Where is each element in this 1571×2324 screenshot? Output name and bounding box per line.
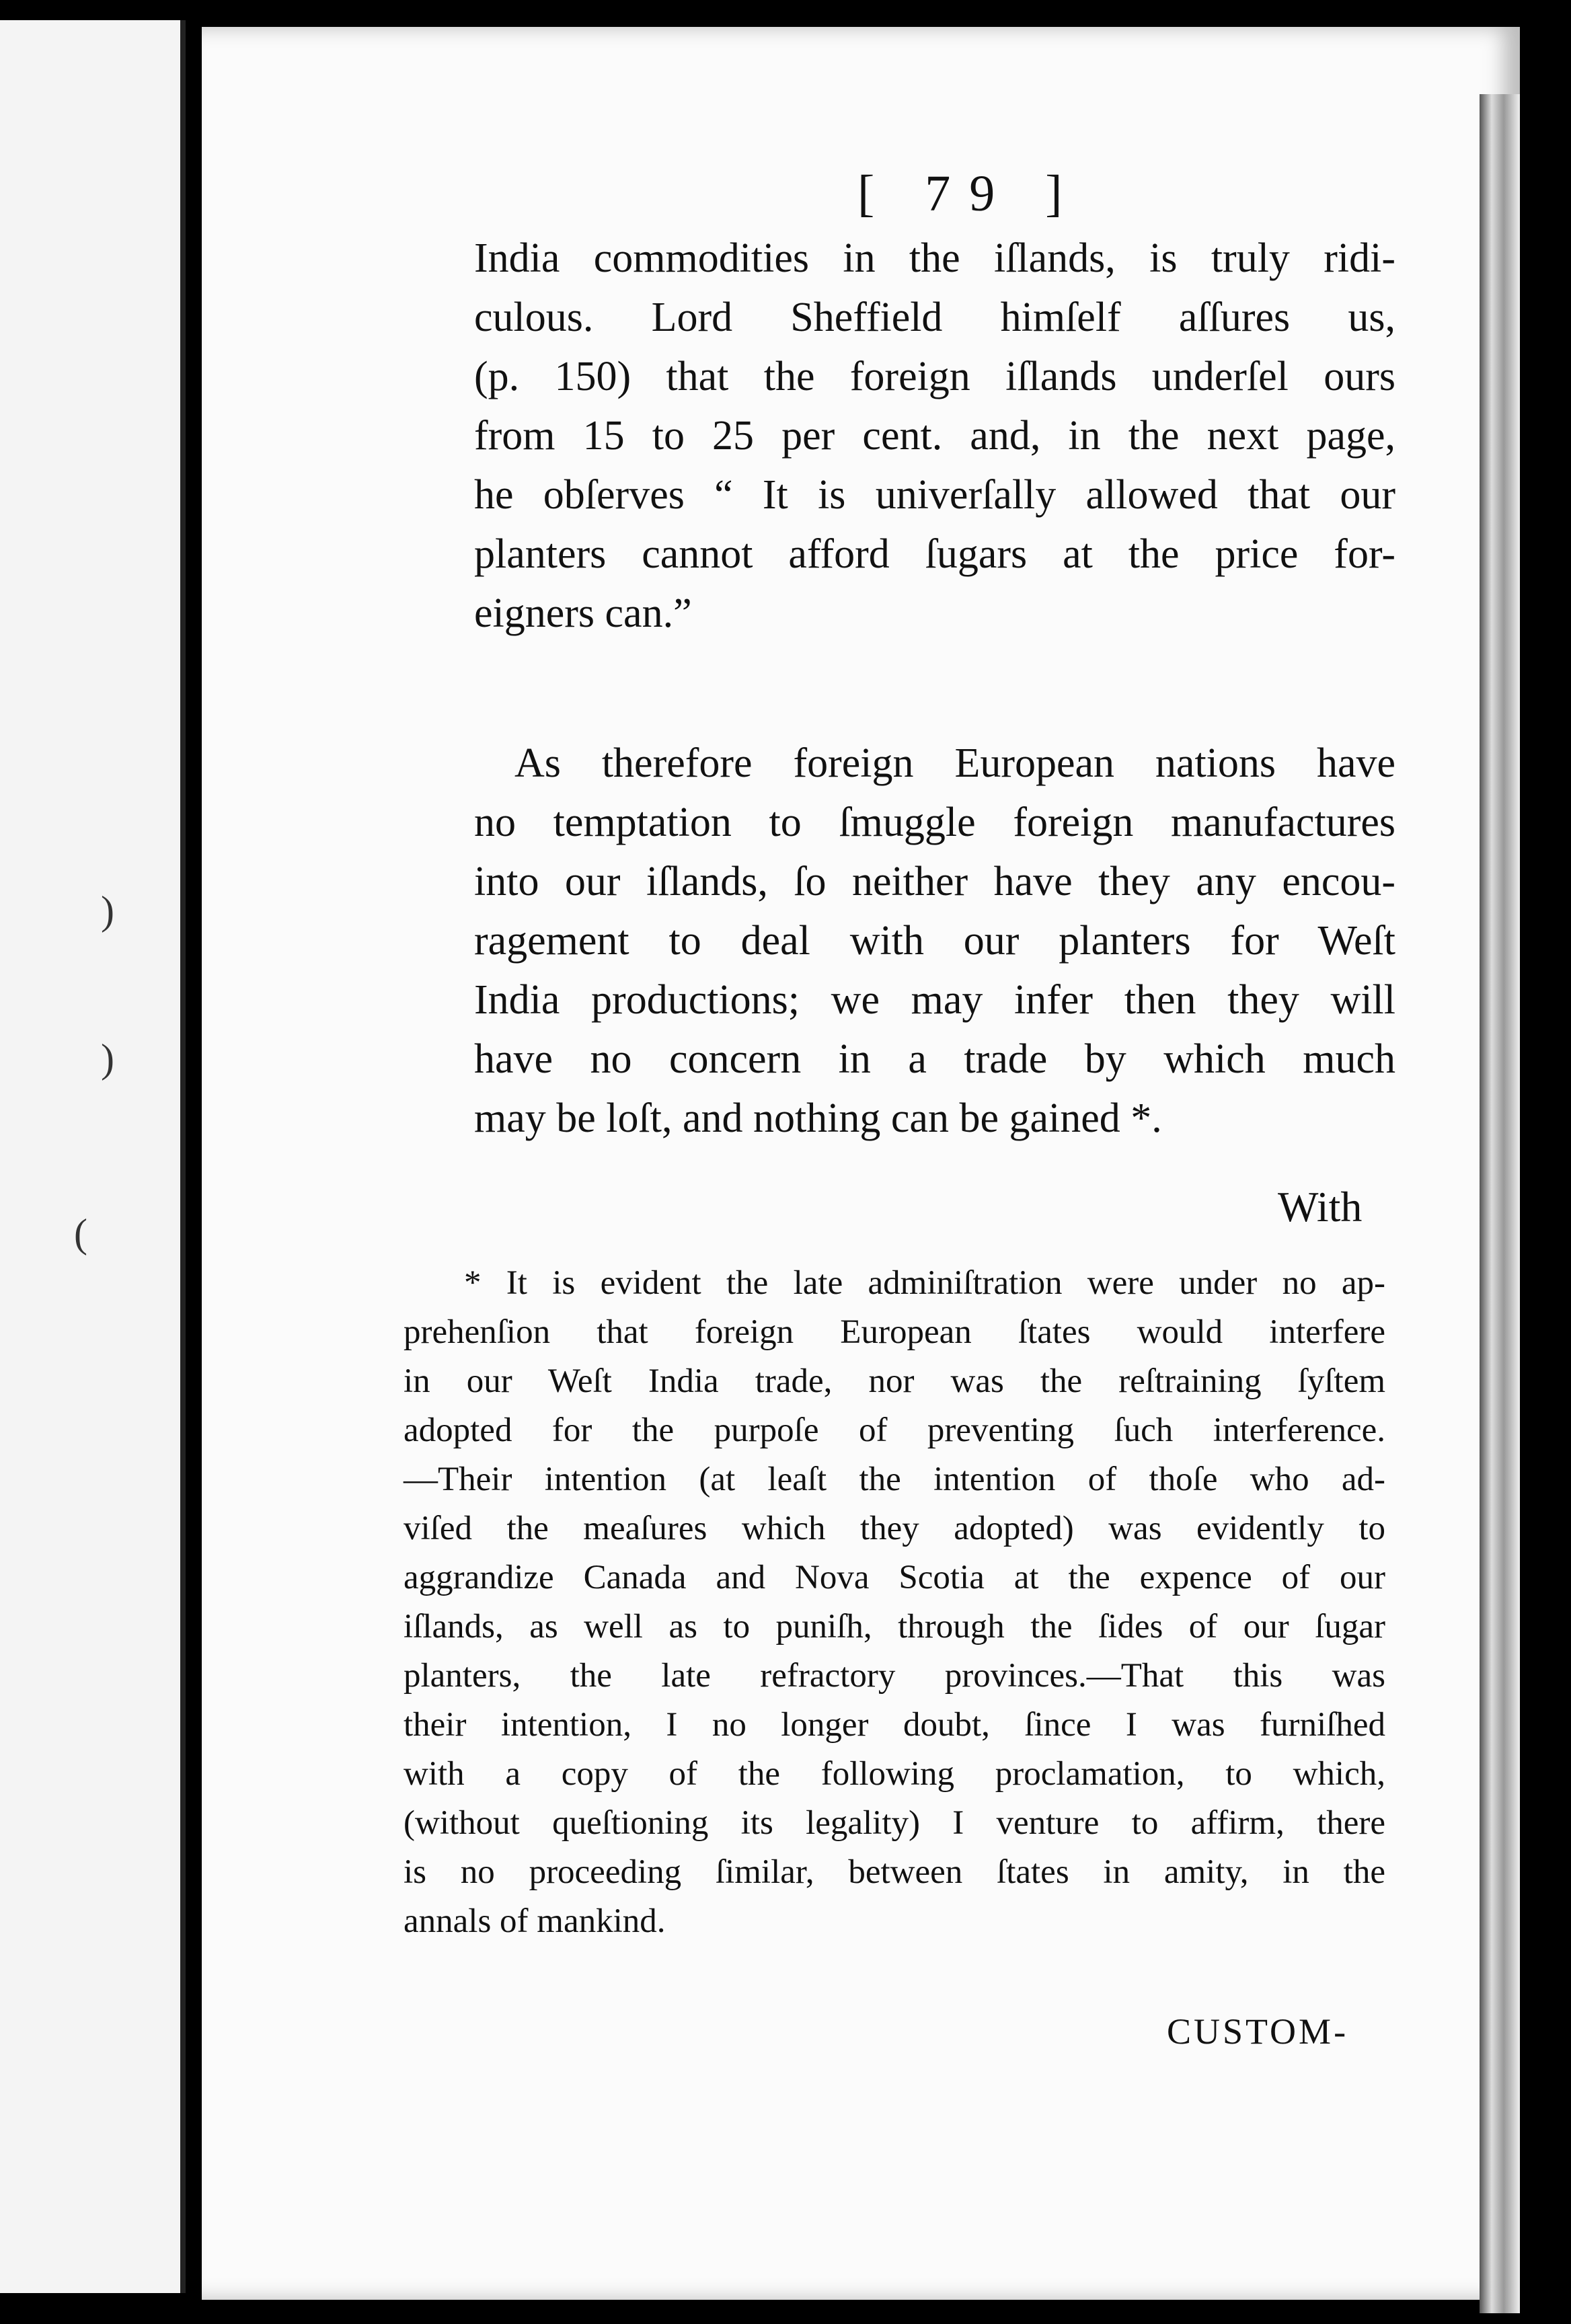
text-line: eigners can.” [474, 590, 692, 636]
text-line: (p. 150) that the foreign iſlands underſel ours [474, 354, 1395, 399]
footnote-line: prehenſion that foreign European ſtates would interfere [404, 1313, 1385, 1351]
text-line: culous. Lord Sheffield himſelf aſſures us, [474, 295, 1395, 340]
text-line: he obſerves “ It is univerſally allowed that our [474, 472, 1395, 518]
text-line: ragement to deal with our planters for Weſt [474, 918, 1395, 964]
footnote-catchword: CUSTOM- [1167, 2011, 1349, 2052]
main-text [474, 229, 1395, 1148]
footnote-line: aggrandize Canada and Nova Scotia at the expence of our [404, 1559, 1385, 1596]
text-line: may be loſt, and nothing can be gained *. [474, 1095, 1162, 1141]
footnote-line: planters, the late refractory provinces.—That this was [404, 1657, 1385, 1695]
text-line: from 15 to 25 per cent. and, in the next page, [474, 413, 1395, 459]
facing-page-edge [0, 20, 186, 2293]
page-edge-shadow [1480, 94, 1520, 2313]
footnote-line: —Their intention (at leaſt the intention of thoſe who ad- [404, 1461, 1385, 1498]
footnote-line: annals of mankind. [404, 1902, 666, 1940]
stray-mark: ) [101, 888, 114, 933]
text-line: no temptation to ſmuggle foreign manufactures [474, 800, 1395, 845]
text-line: India productions; we may infer then they will [474, 977, 1395, 1023]
text-line: India commodities in the iſlands, is truly ridi- [474, 235, 1395, 281]
footnote-line: iſlands, as well as to puniſh, through the ſides of our ſugar [404, 1608, 1385, 1645]
footnote [404, 1259, 1385, 1946]
page-number: [ 79 ] [857, 165, 1081, 222]
footnote-line: * It is evident the late adminiſtration were under no ap- [464, 1264, 1385, 1302]
stray-mark: ( [74, 1211, 87, 1255]
text-line: into our iſlands, ſo neither have they any encou- [474, 859, 1395, 904]
footnote-line: adopted for the purpoſe of preventing ſuch interference. [404, 1411, 1385, 1449]
footnote-line: (without queſtioning its legality) I venture to affirm, there [404, 1804, 1385, 1842]
catchword: With [1278, 1183, 1363, 1231]
footnote-line: viſed the meaſures which they adopted) was evidently to [404, 1510, 1385, 1547]
footnote-line: is no proceeding ſimilar, between ſtates in amity, in the [404, 1853, 1385, 1891]
text-line: planters cannot afford ſugars at the price for- [474, 531, 1395, 577]
text-line: have no concern in a trade by which much [474, 1036, 1395, 1082]
paragraph-2 [474, 734, 1395, 1148]
footnote-line: with a copy of the following proclamation, to which, [404, 1755, 1385, 1793]
stray-mark: ) [101, 1036, 114, 1081]
text-line: As therefore foreign European nations have [514, 740, 1395, 786]
paragraph-1 [474, 229, 1395, 643]
footnote-line: their intention, I no longer doubt, ſince I was furniſhed [404, 1706, 1385, 1744]
footnote-line: in our Weſt India trade, nor was the reſtraining ſyſtem [404, 1362, 1385, 1400]
